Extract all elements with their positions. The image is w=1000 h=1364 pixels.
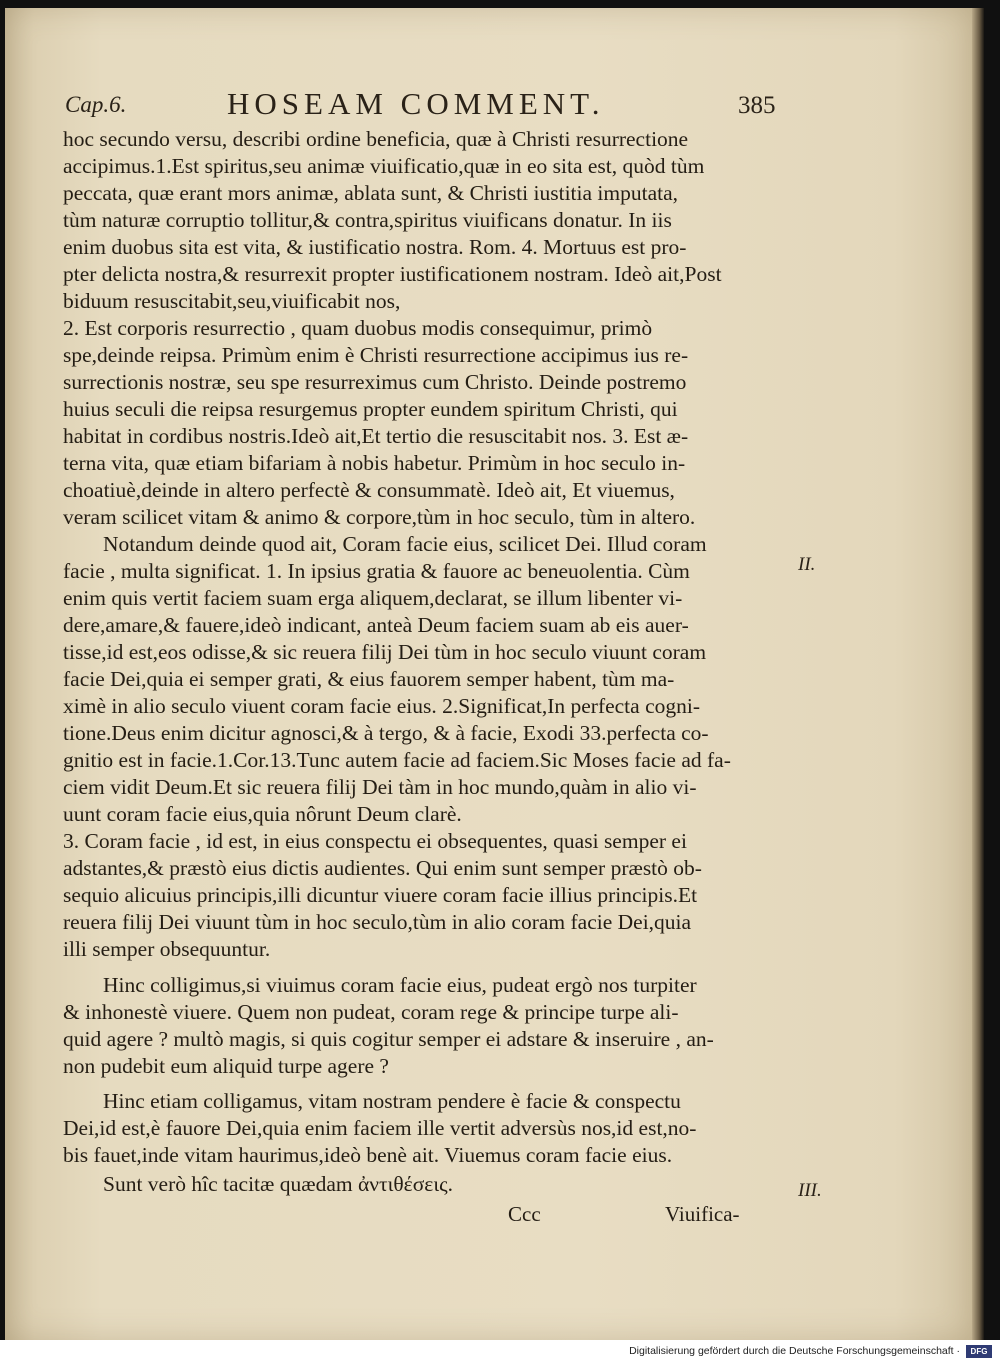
book-page — [5, 8, 972, 1340]
text-line: tùm naturæ corruptio tollitur,& contra,spiritus viuificans donatur. In iis — [63, 208, 672, 232]
text-line: ciem vidit Deum.Et sic reuera filij Dei tàm in hoc mundo,quàm in alio vi- — [63, 775, 697, 799]
funding-text: Digitalisierung gefördert durch die Deutsche Forschungsgemeinschaft · — [629, 1345, 960, 1357]
running-head — [5, 86, 972, 126]
text-line: ximè in alio seculo viuent coram facie eius. 2.Significat,In perfecta cogni- — [63, 694, 701, 718]
running-title: HOSEAM COMMENT. — [227, 86, 605, 121]
text-line: adstantes,& præstò eius dictis audientes. Qui enim sunt semper præstò ob- — [63, 856, 702, 880]
text-line: reuera filij Dei viuunt tùm in hoc seculo,tùm in alio coram facie Dei,quia — [63, 910, 692, 934]
text-line: dere,amare,& fauere,ideò indicant, anteà Deum faciem suam ab eis auer- — [63, 613, 689, 637]
text-line: Hinc etiam colligamus, vitam nostram pendere è facie & conspectu — [103, 1089, 681, 1113]
text-line: Sunt verò hîc tacitæ quædam ἀντιθέσεις. — [103, 1172, 454, 1196]
text-line: tisse,id est,eos odisse,& sic reuera filij Dei tùm in hoc seculo viuunt coram — [63, 640, 707, 664]
text-line: illi semper obsequuntur. — [63, 937, 271, 961]
text-line: sequio alicuius principis,illi dicuntur viuere coram facie illius principis.Et — [63, 883, 698, 907]
text-line: accipimus.1.Est spiritus,seu animæ viuificatio,quæ in eo sita est, quòd tùm — [63, 154, 705, 178]
text-line: gnitio est in facie.1.Cor.13.Tunc autem facie ad faciem.Sic Moses facie ad fa- — [63, 748, 731, 772]
text-line: huius seculi die reipsa resurgemus propter eundem spiritum Christi, qui — [63, 397, 678, 421]
text-line: enim duobus sita est vita, & iustificatio nostra. Rom. 4. Mortuus est pro- — [63, 235, 687, 259]
text-line: Dei,id est,è fauore Dei,quia enim faciem ille vertit adversùs nos,id est,no- — [63, 1116, 697, 1140]
text-line: bis fauet,inde vitam haurimus,ideò benè ait. Viuemus coram facie eius. — [63, 1143, 673, 1167]
text-line: 2. Est corporis resurrectio , quam duobus modis consequimur, primò — [63, 316, 653, 340]
text-line: veram scilicet vitam & animo & corpore,tùm in hoc seculo, tùm in altero. — [63, 505, 696, 529]
text-line: surrectionis nostræ, seu spe resurreximus cum Christo. Deinde postremo — [63, 370, 687, 394]
text-line: enim quis vertit faciem suam erga aliquem,declarat, se illum libenter vi- — [63, 586, 683, 610]
text-line: spe,deinde reipsa. Primùm enim è Christi resurrectione accipimus ius re- — [63, 343, 689, 367]
text-line: Hinc colligimus,si viuimus coram facie eius, pudeat ergò nos turpiter — [103, 973, 697, 997]
text-line: Notandum deinde quod ait, Coram facie eius, scilicet Dei. Illud coram — [103, 532, 707, 556]
funding-footer — [0, 1340, 1000, 1364]
margin-note-II: II. — [798, 554, 816, 575]
text-line: quid agere ? multò magis, si quis cogitur semper ei adstare & inseruire , an- — [63, 1027, 714, 1051]
text-line: tione.Deus enim dicitur agnosci,& à tergo, & à facie, Exodi 33.perfecta co- — [63, 721, 709, 745]
signature-mark: Ccc — [508, 1202, 541, 1226]
chapter-label: Cap.6. — [65, 92, 127, 117]
text-line: habitat in cordibus nostris.Ideò ait,Et tertio die resuscitabit nos. 3. Est æ- — [63, 424, 689, 448]
text-line: pter delicta nostra,& resurrexit propter iustificationem nostram. Ideò ait,Post — [63, 262, 722, 286]
text-line: terna vita, quæ etiam bifariam à nobis habetur. Primùm in hoc seculo in- — [63, 451, 686, 475]
text-line: non pudebit eum aliquid turpe agere ? — [63, 1054, 389, 1078]
catchword: Viuifica- — [665, 1202, 740, 1226]
text-line: 3. Coram facie , id est, in eius conspectu ei obsequentes, quasi semper ei — [63, 829, 687, 853]
text-line: biduum resuscitabit,seu,viuificabit nos, — [63, 289, 401, 313]
page-edge-shadow — [972, 8, 984, 1340]
text-line: peccata, quæ erant mors animæ, ablata sunt, & Christi iustitia imputata, — [63, 181, 679, 205]
page-footer-catchword — [5, 1202, 972, 1232]
text-line: uunt coram facie eius,quia nôrunt Deum clarè. — [63, 802, 462, 826]
text-line: choatiuè,deinde in altero perfectè & consummatè. Ideò ait, Et viuemus, — [63, 478, 675, 502]
page-number: 385 — [738, 92, 776, 119]
text-line: facie Dei,quia ei semper grati, & eius fauorem semper habent, tùm ma- — [63, 667, 675, 691]
dfg-logo-icon: DFG — [966, 1345, 992, 1358]
text-line: & inhonestè viuere. Quem non pudeat, coram rege & principe turpe ali- — [63, 1000, 679, 1024]
text-line: facie , multa significat. 1. In ipsius gratia & fauore ac beneuolentia. Cùm — [63, 559, 690, 583]
margin-note-III: III. — [798, 1180, 822, 1201]
text-line: hoc secundo versu, describi ordine beneficia, quæ à Christi resurrectione — [63, 127, 689, 151]
